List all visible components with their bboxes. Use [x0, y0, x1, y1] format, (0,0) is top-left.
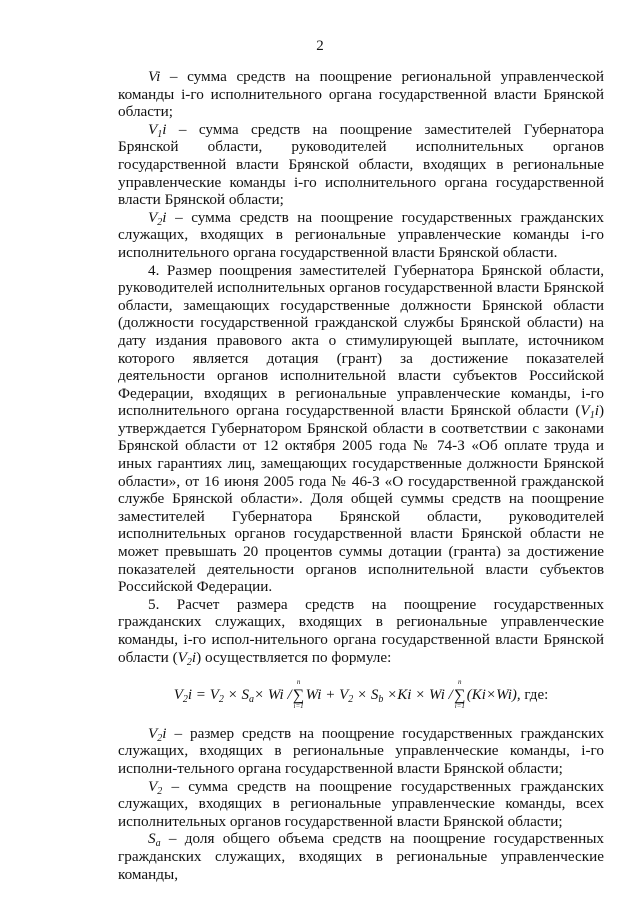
symbol-v1i-inline: $V_1i$	[580, 402, 599, 422]
symbol-v2i-inline: $V_2i$	[177, 648, 197, 668]
definition-vi: Vi – сумма средств на поощрение региональной управленческой команды i-го исполнительного органа государственной власти Брянской области;	[118, 68, 604, 121]
definition-v1i: $V_1i$ – сумма средств на поощрение заместителей Губернатора Брянской области, руководителей исполнительных органов государственной власти Брянской области, входящих в региональные управленческие команды i-го исполнительного органа государственной власти Брянской области;	[118, 120, 604, 209]
sum-symbol-2: n ∑ i=1	[454, 677, 466, 710]
formula: $V_2i = V_2 \times S_a\times Wi$ / n ∑ i=1 $Wi + V_2 \times S_b \times Ki \times Wi$ / n ∑ i=1 (Ki×Wi), где:	[173, 677, 549, 710]
paragraph-5: 5. Расчет размера средств на поощрение государственных гражданских служащих, входящих в региональные управленческие команды, i-го испол-нительного органа государственной власти Брянской области $(V_2i)$ осуществляется по формуле:	[118, 595, 604, 668]
definition-v2i-2: $V_2i$ – размер средств на поощрение государственных гражданских служащих, входящих в региональные управленческие команды, i-го исполни-тельного органа государственной власти Брянской области;	[118, 724, 604, 777]
symbol-v2i-2: $V_2i$	[148, 724, 167, 744]
definition-sa: $S_a$ – доля общего объема средств на поощрение государственных гражданских служащих, входящих в региональные управленческие команды,	[118, 830, 604, 883]
sum-symbol-1: n ∑ i=1	[292, 677, 305, 710]
definition-v2: $V_2$ – сумма средств на поощрение государственных гражданских служащих, входящих в региональные управленческие команды, всех исполнительных органов государственной власти Брянской области;	[118, 777, 604, 830]
definition-v2i: $V_2i$ – сумма средств на поощрение государственных гражданских служащих, входящих в региональные управленческие команды i-го исполнительного органа государственной власти Брянской области.	[118, 208, 604, 261]
document-body	[118, 68, 604, 883]
symbol-v2: $V_2$	[148, 777, 163, 797]
symbol-v2i: $V_2i$	[148, 208, 167, 228]
page-number: 2	[316, 38, 324, 54]
symbol-vi: Vi	[148, 68, 161, 85]
symbol-v1i: $V_1i$	[148, 120, 167, 140]
paragraph-4: 4. Размер поощрения заместителей Губернатора Брянской области, руководителей исполнительных органов государственной власти Брянской области, замещающих государственные должности Брянской области (должности государственной гражданской службы Брянской области) на дату издания правового акта о стимулирующей выплате, источником которого является дотация (грант) за достижение показателей деятельности органов исполнительной власти субъектов Российской Федерации, входящих в региональные управленческие команды, i-го исполнительного органа государственной власти Брянской области $(V_1i)$ утверждается Губернатором Брянской области в соответствии с законами Брянской области от 12 октября 2005 года № 74-З «Об оплате труда и иных гарантиях лиц, замещающих государственные должности Брянской области», от 16 июня 2005 года № 46-З «О государственной гражданской службе Брянской области». Доля общей суммы средств на поощрение заместителей Губернатора Брянской области, руководителей исполнительных органов государственной власти Брянской области не может превышать 20 процентов суммы дотации (гранта) за достижение показателей деятельности органов исполнительной власти субъектов Российской Федерации.	[118, 261, 604, 596]
symbol-sa: $S_a$	[148, 830, 161, 850]
